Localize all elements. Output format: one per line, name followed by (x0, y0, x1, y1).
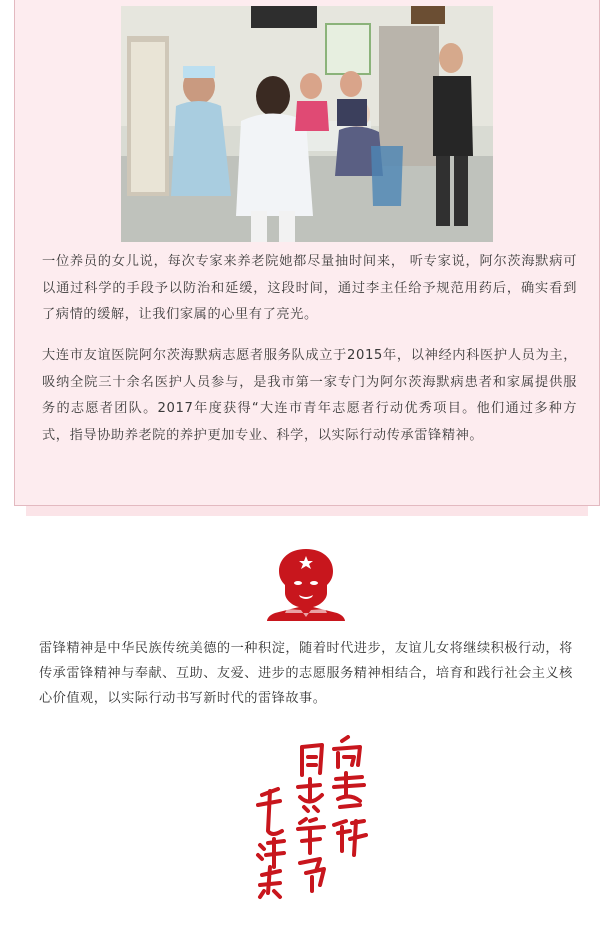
lei-feng-emblem (265, 547, 347, 621)
calligraphy-image (250, 735, 370, 900)
paragraph-spirit: 雷锋精神是中华民族传统美德的一种积淀，随着时代进步，友谊儿女将继续积极行动，将传承雷锋精神与奉献、互助、友爱、进步的志愿服务精神相结合，培育和践行社会主义核心价值观，以实际行动书写新时代的雷锋故事。 (39, 641, 573, 706)
photo-illustration (121, 6, 493, 242)
calligraphy-inscription (250, 735, 370, 900)
card-shadow (26, 506, 588, 516)
paragraph-family-quote: 一位养员的女儿说，每次专家来养老院她都尽量抽时间来， 听专家说，阿尔茨海默病可以通过科学的手段予以防治和延缓，这段时间，通过李主任给予规范用药后，确实看到了病情的缓解，让我们家属的心里有了亮光。 (42, 254, 577, 322)
paragraph-volunteer-team: 大连市友谊医院阿尔茨海默病志愿者服务队成立于2015年，以神经内科医护人员为主，吸纳全院三十余名医护人员参与，是我市第一家专门为阿尔茨海默病患者和家属提供服务的志愿者团队。2017年度获得“大连市青年志愿者行动优秀项目。他们通过多种方式，指导协助养老院的养护更加专业、科学，以实际行动传承雷锋精神。 (42, 348, 577, 443)
article-photo (121, 6, 493, 242)
